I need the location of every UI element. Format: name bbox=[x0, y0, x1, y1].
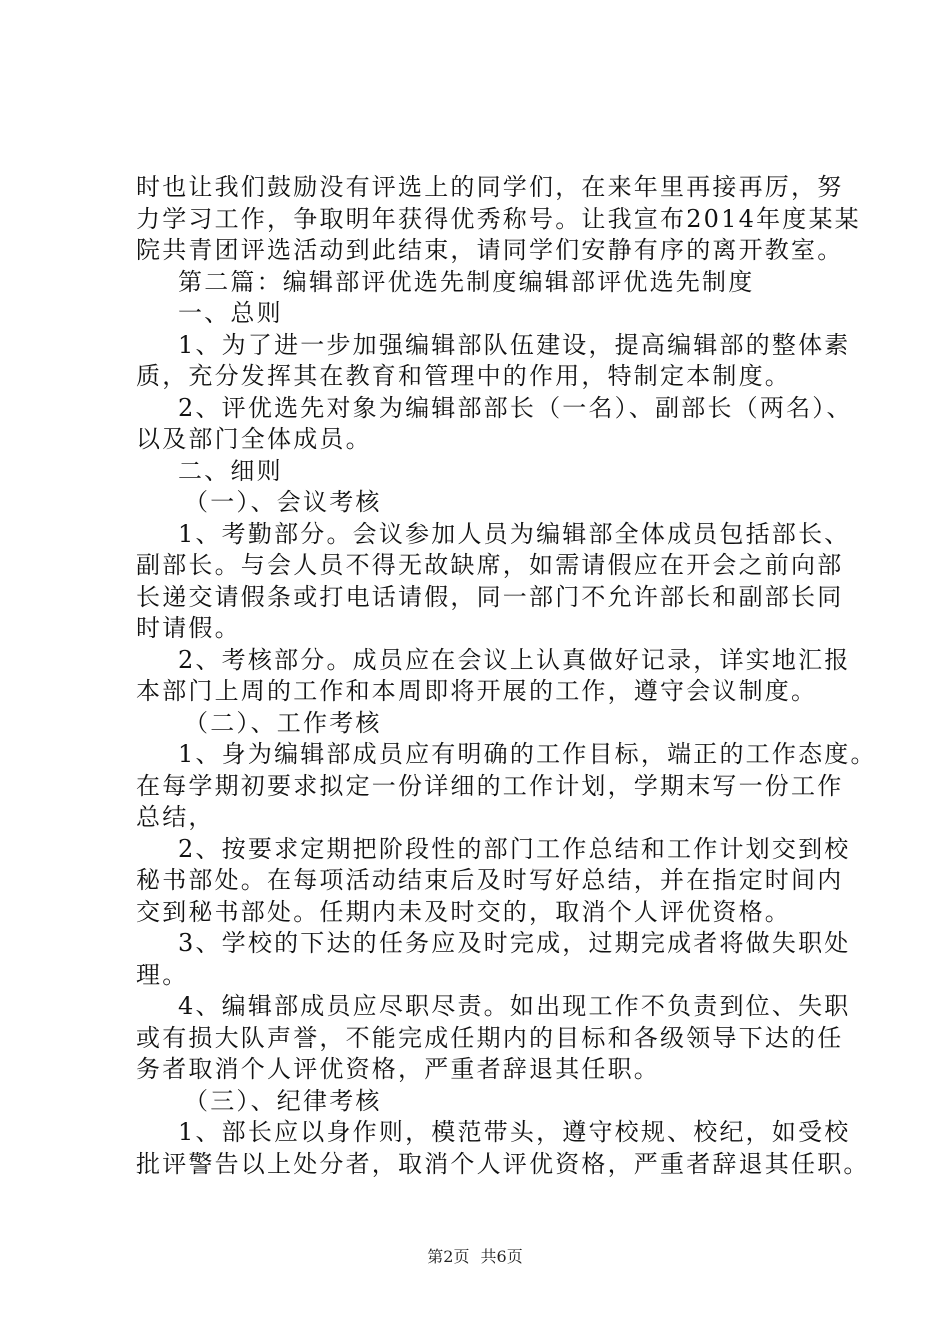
text-line: 1、身为编辑部成员应有明确的工作目标，端正的工作态度。 bbox=[178, 740, 877, 768]
text-line: 2、考核部分。成员应在会议上认真做好记录，详实地汇报 bbox=[178, 645, 851, 674]
subheading-discipline: （三）、纪律考核 bbox=[184, 1086, 382, 1115]
page-total: 共6页 bbox=[480, 1247, 523, 1266]
text-line: 1、为了进一步加强编辑部队伍建设，提高编辑部的整体素 bbox=[178, 330, 851, 359]
text-line: 批评警告以上处分者，取消个人评优资格，严重者辞退其任职。 bbox=[136, 1149, 870, 1178]
text-line: 质，充分发挥其在教育和管理中的作用，特制定本制度。 bbox=[136, 362, 791, 390]
text-line: 时请假。 bbox=[136, 614, 241, 642]
text-line: 理。 bbox=[136, 960, 189, 989]
text-line: 力学习工作，争取明年获得优秀称号。让我宣布2014年度某某 bbox=[136, 204, 861, 233]
section-title: 第二篇：编辑部评优选先制度编辑部评优选先制度 bbox=[178, 267, 755, 296]
heading-general: 一、总则 bbox=[178, 299, 283, 327]
text-line: 秘书部处。在每项活动结束后及时写好总结，并在指定时间内 bbox=[136, 866, 844, 894]
subheading-work: （二）、工作考核 bbox=[184, 708, 382, 737]
text-line: 或有损大队声誉，不能完成任期内的目标和各级领导下达的任 bbox=[136, 1023, 844, 1052]
text-line: 副部长。与会人员不得无故缺席，如需请假应在开会之前向部 bbox=[136, 551, 844, 579]
text-line: 时也让我们鼓励没有评选上的同学们，在来年里再接再厉，努 bbox=[136, 173, 844, 201]
text-line: 交到秘书部处。任期内未及时交的，取消个人评优资格。 bbox=[136, 897, 791, 926]
subheading-meeting: （一）、会议考核 bbox=[184, 488, 382, 516]
text-line: 3、学校的下达的任务应及时完成，过期完成者将做失职处 bbox=[178, 929, 851, 957]
text-line: 院共青团评选活动到此结束，请同学们安静有序的离开教室。 bbox=[136, 236, 844, 264]
text-line: 在每学期初要求拟定一份详细的工作计划，学期末写一份工作 bbox=[136, 771, 844, 800]
text-line: 2、评优选先对象为编辑部部长（一名）、副部长（两名）、 bbox=[178, 393, 853, 422]
text-line: 1、部长应以身作则，模范带头，遵守校规、校纪，如受校 bbox=[178, 1118, 851, 1146]
text-line: 务者取消个人评优资格，严重者辞退其任职。 bbox=[136, 1055, 660, 1083]
heading-rules: 二、细则 bbox=[178, 456, 283, 485]
text-line: 4、编辑部成员应尽职尽责。如出现工作不负责到位、失职 bbox=[178, 992, 851, 1020]
text-line: 总结， bbox=[136, 803, 215, 831]
text-line: 1、考勤部分。会议参加人员为编辑部全体成员包括部长、 bbox=[178, 519, 851, 548]
document-body bbox=[136, 172, 877, 1180]
text-line: 长递交请假条或打电话请假，同一部门不允许部长和副部长同 bbox=[136, 582, 844, 611]
text-line: 本部门上周的工作和本周即将开展的工作，遵守会议制度。 bbox=[136, 677, 818, 705]
page-footer bbox=[0, 1244, 950, 1267]
page-number: 第2页 bbox=[427, 1247, 470, 1266]
text-line: 2、按要求定期把阶段性的部门工作总结和工作计划交到校 bbox=[178, 834, 851, 863]
text-line: 以及部门全体成员。 bbox=[136, 425, 372, 453]
